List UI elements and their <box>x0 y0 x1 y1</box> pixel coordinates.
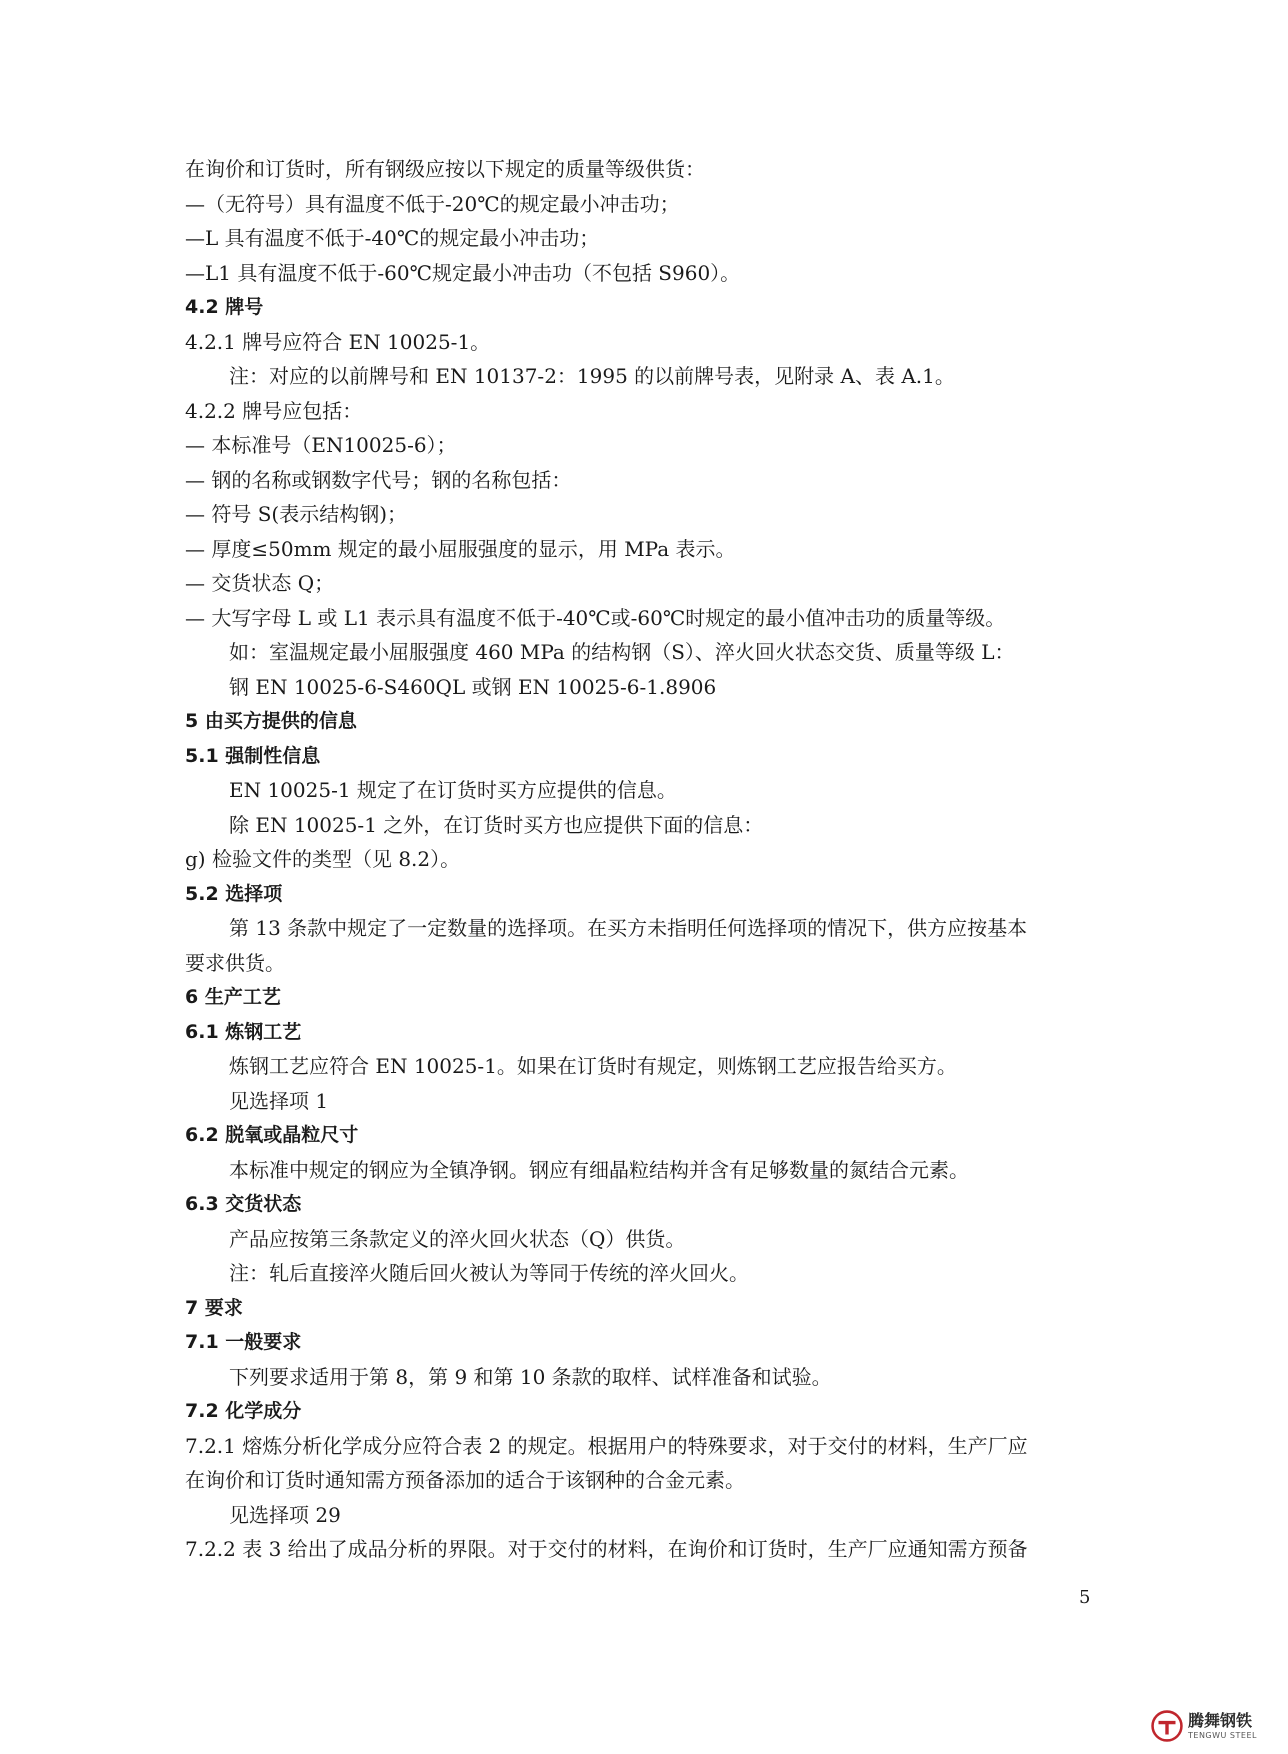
text-line: 下列要求适用于第 8，第 9 和第 10 条款的取样、试样准备和试验。 <box>229 1364 832 1389</box>
text-line: 7.2.2 表 3 给出了成品分析的界限。对于交付的材料，在询价和订货时，生产厂应通知需方预备 <box>185 1537 1028 1561</box>
section-heading: 5 由买方提供的信息 <box>185 710 357 732</box>
text-line: 产品应按第三条款定义的淬火回火状态（Q）供货。 <box>229 1226 686 1251</box>
section-heading: 7.1 一般要求 <box>185 1331 302 1353</box>
text-line: —L1 具有温度不低于-60℃规定最小冲击功（不包括 S960）。 <box>185 260 741 285</box>
text-line: 见选择项 29 <box>229 1502 341 1527</box>
text-line: — 厚度≤50mm 规定的最小屈服强度的显示，用 MPa 表示。 <box>185 536 736 561</box>
logo-mark-icon <box>1150 1709 1184 1743</box>
section-heading: 6.1 炼钢工艺 <box>185 1020 302 1043</box>
text-line: 注：对应的以前牌号和 EN 10137-2：1995 的以前牌号表，见附录 A、表 A.1。 <box>229 364 955 388</box>
text-line: g) 检验文件的类型（见 8.2）。 <box>185 847 461 871</box>
logo-name-cn: 腾舞钢铁 <box>1188 1710 1253 1730</box>
section-heading: 5.2 选择项 <box>185 882 283 905</box>
text-line: —（无符号）具有温度不低于-20℃的规定最小冲击功； <box>185 191 680 216</box>
text-line: 4.2.1 牌号应符合 EN 10025-1。 <box>185 329 491 354</box>
page-number: 5 <box>1079 1587 1091 1608</box>
text-line: 要求供货。 <box>185 950 285 975</box>
document-body <box>185 152 1105 1567</box>
text-line: 在询价和订货时通知需方预备添加的适合于该钢种的合金元素。 <box>185 1468 745 1492</box>
text-line: 见选择项 1 <box>229 1088 329 1113</box>
text-line: 7.2.1 熔炼分析化学成分应符合表 2 的规定。根据用户的特殊要求，对于交付的材料，生产厂应 <box>185 1433 1028 1458</box>
text-line: 本标准中规定的钢应为全镇净钢。钢应有细晶粒结构并含有足够数量的氮结合元素。 <box>229 1157 969 1182</box>
text-line: 炼钢工艺应符合 EN 10025-1。如果在订货时有规定，则炼钢工艺应报告给买方。 <box>229 1054 957 1078</box>
text-line: —L 具有温度不低于-40℃的规定最小冲击功； <box>185 226 600 250</box>
text-line: — 钢的名称或钢数字代号；钢的名称包括： <box>185 467 572 492</box>
section-heading: 5.1 强制性信息 <box>185 744 321 767</box>
text-line: — 交货状态 Q； <box>185 571 335 595</box>
text-line: 在询价和订货时，所有钢级应按以下规定的质量等级供货： <box>185 157 705 181</box>
text-line: — 本标准号（EN10025-6）； <box>185 433 457 457</box>
text-line: 注：轧后直接淬火随后回火被认为等同于传统的淬火回火。 <box>229 1261 749 1285</box>
text-line: 如：室温规定最小屈服强度 460 MPa 的结构钢（S）、淬火回火状态交货、质量等级 L： <box>229 640 1015 664</box>
section-heading: 7 要求 <box>185 1296 243 1319</box>
section-heading: 6.2 脱氧或晶粒尺寸 <box>185 1124 359 1146</box>
text-line: 4.2.2 牌号应包括： <box>185 398 363 423</box>
text-line: 钢 EN 10025-6-S460QL 或钢 EN 10025-6-1.8906 <box>229 674 717 699</box>
text-line: 除 EN 10025-1 之外，在订货时买方也应提供下面的信息： <box>229 812 764 837</box>
text-line: 第 13 条款中规定了一定数量的选择项。在买方未指明任何选择项的情况下，供方应按基本 <box>229 916 1028 940</box>
text-line: — 符号 S(表示结构钢)； <box>185 502 408 526</box>
section-heading: 4.2 牌号 <box>185 296 264 318</box>
section-heading: 7.2 化学成分 <box>185 1400 302 1422</box>
text-line: — 大写字母 L 或 L1 表示具有温度不低于-40℃或-60℃时规定的最小值冲击功的质量等级。 <box>185 605 1006 630</box>
section-heading: 6.3 交货状态 <box>185 1193 302 1215</box>
logo-name-en: TENGWU STEEL <box>1188 1730 1257 1740</box>
section-heading: 6 生产工艺 <box>185 986 281 1008</box>
company-logo <box>1150 1706 1282 1746</box>
text-line: EN 10025-1 规定了在订货时买方应提供的信息。 <box>229 778 677 802</box>
